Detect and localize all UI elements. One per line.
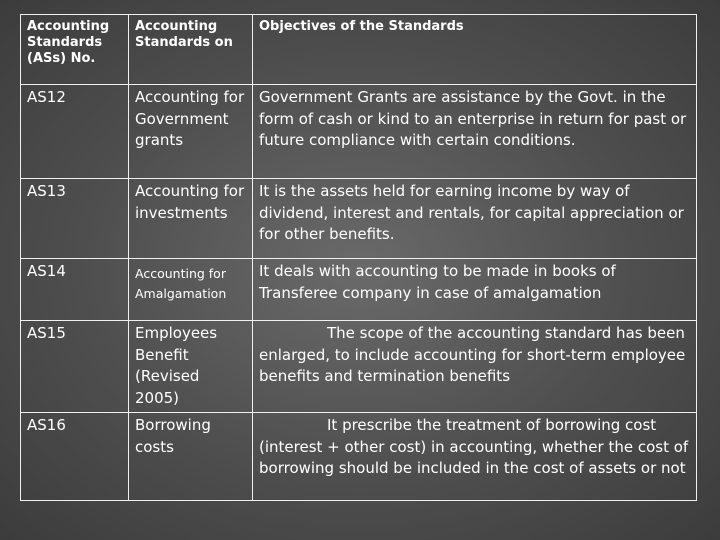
standard-name-cell: Accounting for Government grants (129, 85, 253, 179)
objective-cell (253, 413, 697, 501)
objective-cell: Government Grants are assistance by the Govt. in the form of cash or kind to an enterprise in return for past or future compliance with certain conditions. (253, 85, 697, 179)
objective-cell (253, 321, 697, 413)
objective-text: The scope of the accounting standard has been enlarged, to include accounting for short-term employee benefits and termination benefits (259, 324, 686, 385)
table-header-row (21, 15, 697, 85)
header-standard-name: Accounting Standards on (129, 15, 253, 85)
table-row (21, 259, 697, 321)
table-row (21, 85, 697, 179)
objective-cell: It is the assets held for earning income by way of dividend, interest and rentals, for capital appreciation or for other benefits. (253, 179, 697, 259)
table-row (21, 179, 697, 259)
standard-name-cell: Accounting for Amalgamation (129, 259, 253, 321)
standard-number-cell: AS12 (21, 85, 129, 179)
standard-name-cell: Accounting for investments (129, 179, 253, 259)
standard-name-cell: Employees Benefit (Revised 2005) (129, 321, 253, 413)
header-standard-number: Accounting Standards (ASs) No. (21, 15, 129, 85)
standard-number-cell: AS13 (21, 179, 129, 259)
table-row (21, 321, 697, 413)
standard-name-cell: Borrowing costs (129, 413, 253, 501)
header-objectives: Objectives of the Standards (253, 15, 697, 85)
accounting-standards-table (20, 14, 697, 501)
objective-text: It prescribe the treatment of borrowing cost (interest + other cost) in accounting, whether the cost of borrowing should be included in the cost of assets or not (259, 416, 689, 477)
standard-number-cell: AS15 (21, 321, 129, 413)
table-row (21, 413, 697, 501)
objective-cell: It deals with accounting to be made in books of Transferee company in case of amalgamation (253, 259, 697, 321)
standard-number-cell: AS14 (21, 259, 129, 321)
standard-number-cell: AS16 (21, 413, 129, 501)
